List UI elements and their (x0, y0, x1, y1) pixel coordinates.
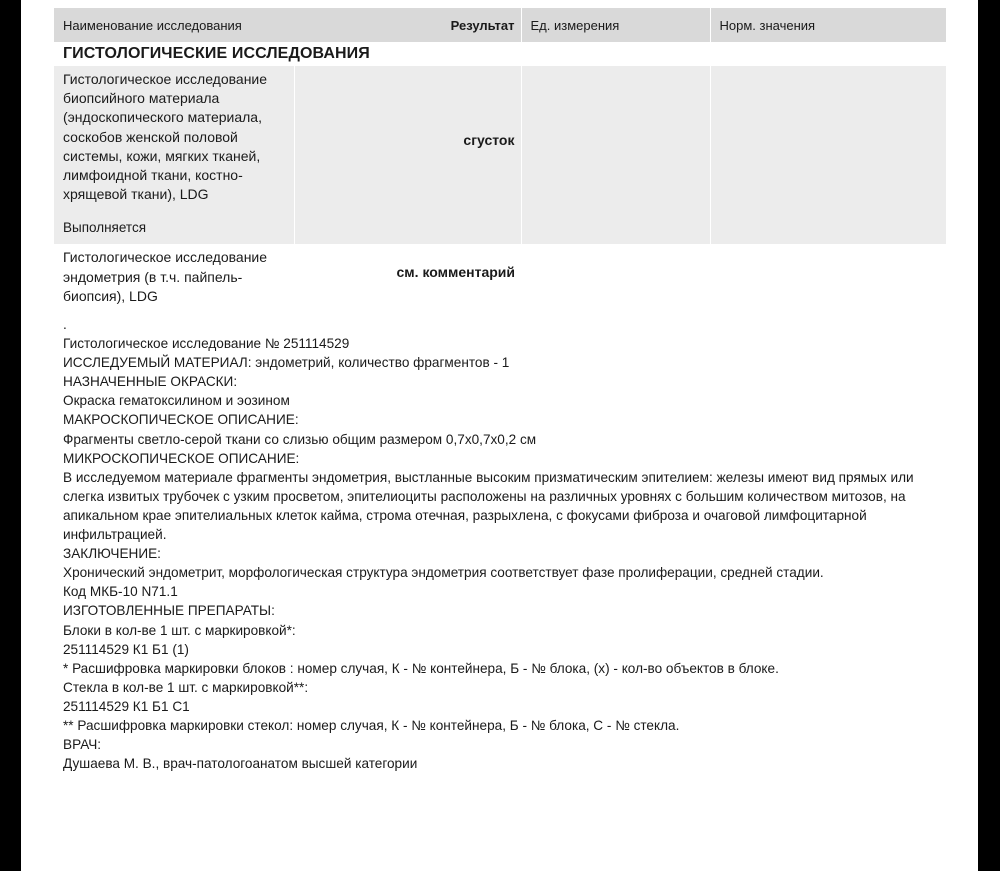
test-name-line: соскобов женской половой (63, 128, 238, 145)
test-norm (710, 244, 946, 312)
comment-line: МИКРОСКОПИЧЕСКОЕ ОПИСАНИЕ: (63, 450, 300, 466)
test-unit (521, 66, 710, 210)
comment-line: Окраска гематоксилином и эозином (63, 393, 290, 409)
test-name-line: биопсия), LDG (63, 287, 158, 304)
comment-line: ЗАКЛЮЧЕНИЕ: (63, 546, 161, 562)
test-name-line: эндометрия (в т.ч. пайпель- (63, 268, 243, 285)
comment-line: ** Расшифровка маркировки стекол: номер случая, К - № контейнера, Б - № блока, С - № стекла. (63, 717, 680, 733)
status-text: Выполняется (54, 210, 294, 244)
table-row (54, 244, 946, 312)
header-unit: Ед. измерения (521, 8, 710, 42)
comment-line: Хронический эндометрит, морфологическая структура эндометрия соответствует фазе пролиферации, средней стадии. (63, 565, 824, 581)
test-name-line: биопсийного материала (63, 90, 220, 107)
comment-line: 251114529 К1 Б1 (1) (63, 641, 189, 657)
test-name (54, 244, 294, 312)
test-name-line: системы, кожи, мягких тканей, (63, 147, 261, 164)
test-norm (710, 66, 946, 210)
comment-line: Стекла в кол-ве 1 шт. с маркировкой**: (63, 679, 309, 695)
status-empty-cell (294, 210, 521, 244)
comment-line: НАЗНАЧЕННЫЕ ОКРАСКИ: (63, 374, 238, 390)
table-row (54, 66, 946, 210)
section-row (54, 42, 946, 66)
comment-line: МАКРОСКОПИЧЕСКОЕ ОПИСАНИЕ: (63, 412, 299, 428)
comment-line: Душаева М. В., врач-патологоанатом высшей категории (63, 756, 418, 772)
comment-line: * Расшифровка маркировки блоков : номер случая, К - № контейнера, Б - № блока, (х) - кол-во объектов в блоке. (63, 660, 779, 676)
status-row (54, 210, 946, 244)
header-result: Результат (450, 17, 515, 33)
comment-line: 251114529 К1 Б1 С1 (63, 698, 190, 714)
test-name-line: лимфоидной ткани, костно- (63, 167, 243, 184)
comment-line: ИЗГОТОВЛЕННЫЕ ПРЕПАРАТЫ: (63, 603, 275, 619)
comment-line: . (63, 317, 67, 332)
results-table (54, 8, 946, 312)
comment-line: Гистологическое исследование № 251114529 (63, 336, 350, 352)
section-title: ГИСТОЛОГИЧЕСКИЕ ИССЛЕДОВАНИЯ (63, 45, 370, 62)
comment-line: Блоки в кол-ве 1 шт. с маркировкой*: (63, 622, 296, 638)
header-name: Наименование исследования (63, 17, 242, 33)
comment-line: ВРАЧ: (63, 737, 102, 753)
status-empty-cell (710, 210, 946, 244)
comment-line: Код МКБ-10 N71.1 (63, 584, 178, 600)
test-name-line: (эндоскопического материала, (63, 109, 262, 126)
header-norm: Норм. значения (710, 8, 946, 42)
status-empty-cell (521, 210, 710, 244)
test-result-text: см. комментарий (396, 264, 515, 281)
histology-comment (63, 315, 953, 773)
table-header-row (54, 8, 946, 42)
test-unit (521, 244, 710, 312)
test-name-line: хрящевой ткани), LDG (63, 186, 209, 203)
test-result: сгусток (294, 66, 521, 210)
test-name-line: Гистологическое исследование (63, 71, 268, 87)
report-page (21, 0, 978, 871)
comment-line: Фрагменты светло-серой ткани со слизью общим размером 0,7х0,7х0,2 см (63, 431, 537, 447)
comment-line: ИССЛЕДУЕМЫЙ МАТЕРИАЛ: эндометрий, количество фрагментов - 1 (63, 355, 510, 371)
test-result (294, 244, 521, 312)
test-name (54, 66, 294, 210)
comment-line: В исследуемом материале фрагменты эндометрия, выстланные высоким призматическим эпителием: железы имеют вид прямых или слегка извитых трубочек с узким просветом, эпителиоциты расположены на различных уровнях с большим количеством митозов, на апикальном крае эпителиальных клеток кайма, строма отечная, разрыхлена, с фокусами фиброза и очаговой лимфоцитарной инфильтрацией. (63, 469, 914, 543)
test-name-line: Гистологическое исследование (63, 249, 268, 266)
